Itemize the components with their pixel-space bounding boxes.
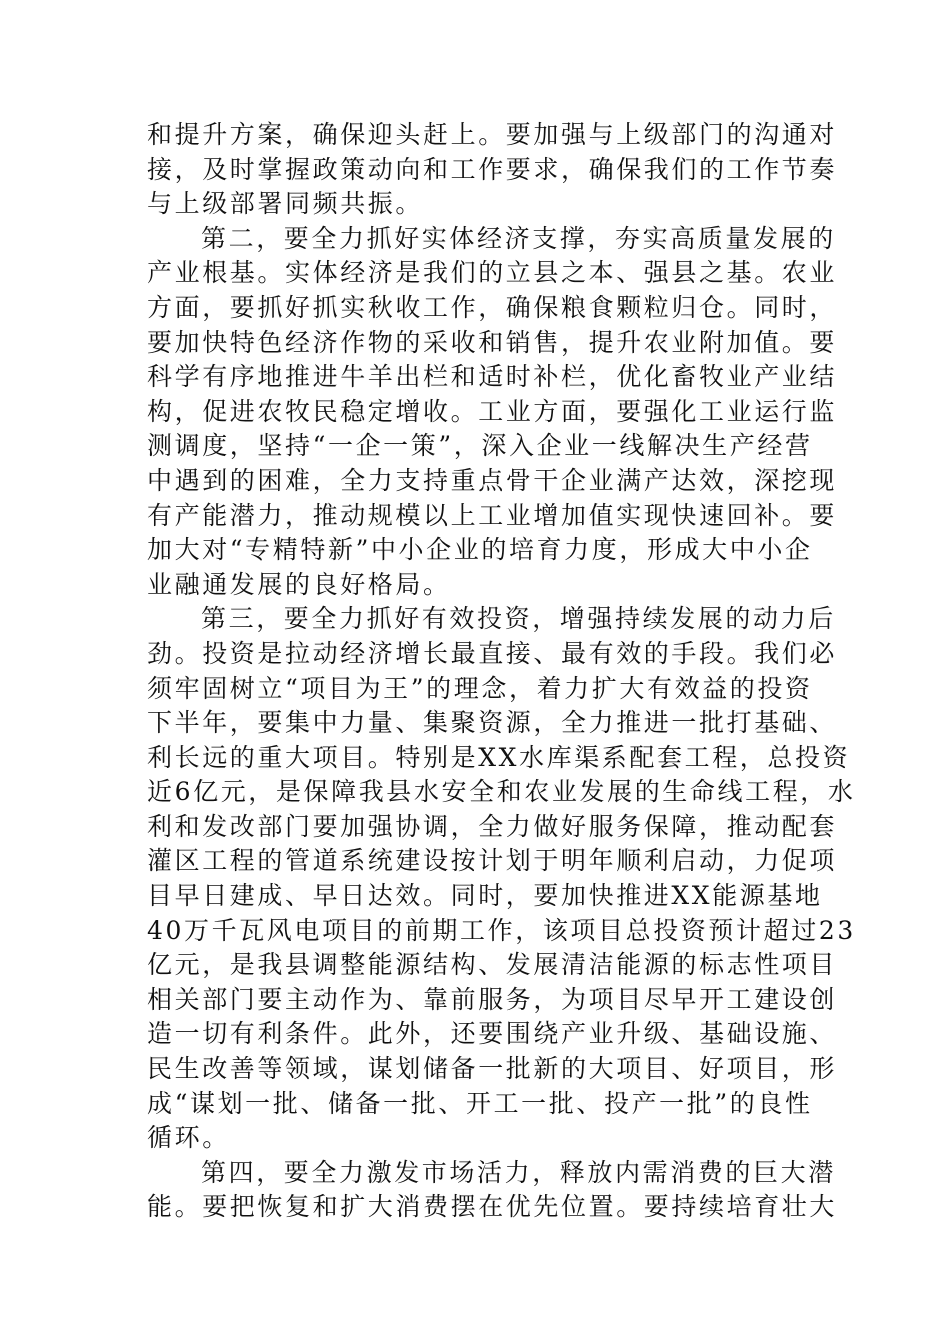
text-line: 成“谋划一批、储备一批、开工一批、投产一批”的良性	[147, 1088, 813, 1118]
text-line: 利长远的重大项目。特别是XX水库渠系配套工程，总投资	[147, 742, 851, 772]
text-line: 有产能潜力，推动规模以上工业增加值实现快速回补。要	[147, 500, 838, 530]
text-line: 测调度，坚持“一企一策”，深入企业一线解决生产经营	[147, 431, 813, 461]
text-line: 下半年，要集中力量、集聚资源，全力推进一批打基础、	[147, 708, 838, 738]
text-line: 利和发改部门要加强协调，全力做好服务保障，推动配套	[147, 811, 838, 841]
text-line: 要加快特色经济作物的采收和销售，提升农业附加值。要	[147, 327, 838, 357]
paragraph	[147, 602, 856, 1156]
text-line: 造一切有利条件。此外，还要围绕产业升级、基础设施、	[147, 1019, 838, 1049]
text-line: 加大对“专精特新”中小企业的培育力度，形成大中小企	[147, 535, 813, 565]
text-line: 科学有序地推进牛羊出栏和适时补栏，优化畜牧业产业结	[147, 362, 838, 392]
text-line: 目早日建成、早日达效。同时，要加快推进XX能源基地	[147, 881, 823, 911]
text-line: 构，促进农牧民稳定增收。工业方面，要强化工业运行监	[147, 396, 838, 426]
text-line: 接，及时掌握政策动向和工作要求，确保我们的工作节奏	[147, 154, 838, 184]
text-line: 相关部门要主动作为、靠前服务，为项目尽早开工建设创	[147, 984, 838, 1014]
text-line: 第四，要全力激发市场活力，释放内需消费的巨大潜	[201, 1157, 836, 1187]
text-line: 第二，要全力抓好实体经济支撑，夯实高质量发展的	[201, 223, 836, 253]
text-line: 劲。投资是拉动经济增长最直接、最有效的手段。我们必	[147, 638, 838, 668]
text-line: 灌区工程的管道系统建设按计划于明年顺利启动，力促项	[147, 846, 838, 876]
text-line: 能。要把恢复和扩大消费摆在优先位置。要持续培育壮大	[147, 1192, 838, 1222]
text-line: 近6亿元，是保障我县水安全和农业发展的生命线工程，水	[147, 777, 856, 807]
text-line: 方面，要抓好抓实秋收工作，确保粮食颗粒归仓。同时，	[147, 292, 838, 322]
text-line: 40万千瓦风电项目的前期工作，该项目总投资预计超过23	[147, 915, 856, 945]
body-text	[147, 118, 856, 1225]
text-line: 亿元，是我县调整能源结构、发展清洁能源的标志性项目	[147, 950, 838, 980]
text-line: 民生改善等领域，谋划储备一批新的大项目、好项目，形	[147, 1054, 838, 1084]
text-line: 须牢固树立“项目为王”的理念，着力扩大有效益的投资	[147, 673, 813, 703]
text-line: 中遇到的困难，全力支持重点骨干企业满产达效，深挖现	[147, 465, 838, 495]
text-line: 与上级部署同频共振。	[147, 189, 424, 219]
paragraph	[147, 222, 838, 603]
text-line: 业融通发展的良好格局。	[147, 569, 451, 599]
text-line: 循环。	[147, 1123, 230, 1153]
paragraph	[147, 1156, 838, 1225]
text-line: 产业根基。实体经济是我们的立县之本、强县之基。农业	[147, 258, 838, 288]
text-line: 和提升方案，确保迎头赶上。要加强与上级部门的沟通对	[147, 120, 838, 149]
text-line: 第三，要全力抓好有效投资，增强持续发展的动力后	[201, 604, 836, 634]
paragraph	[147, 118, 838, 222]
